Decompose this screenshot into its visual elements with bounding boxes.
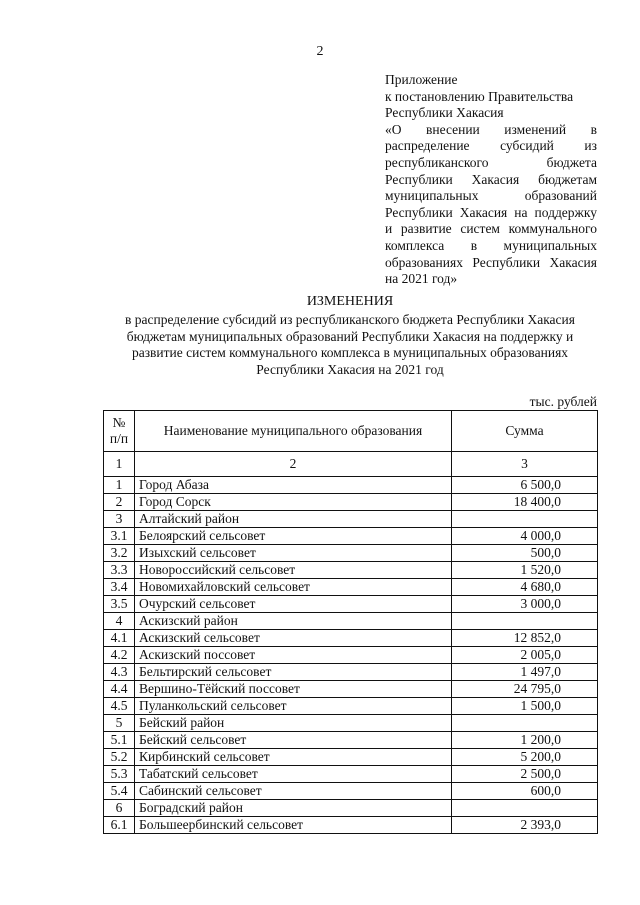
- subsidy-amount: 1 200,0: [452, 732, 598, 749]
- table-row: [104, 647, 598, 664]
- subsidy-amount: 5 200,0: [452, 749, 598, 766]
- subtitle-line: Республики Хакасия на 2021 год: [256, 361, 444, 377]
- appendix-line: комплекса в муниципальных: [385, 237, 597, 253]
- row-number: 1: [104, 477, 135, 494]
- header-sum: Сумма: [452, 411, 598, 452]
- subsidy-amount: 600,0: [452, 783, 598, 800]
- table-row: [104, 732, 598, 749]
- municipality-name: Алтайский район: [135, 511, 452, 528]
- municipality-name: Большеербинский сельсовет: [135, 817, 452, 834]
- row-number: 5: [104, 715, 135, 732]
- subtitle-line: в распределение субсидий из республиканского бюджета Республики Хакасия: [125, 312, 575, 327]
- subsidy-table: [103, 410, 598, 834]
- table-row: [104, 579, 598, 596]
- table-row: [104, 783, 598, 800]
- row-number: 4.3: [104, 664, 135, 681]
- table-row: [104, 613, 598, 630]
- municipality-name: Аскизский район: [135, 613, 452, 630]
- subsidy-amount: 1 497,0: [452, 664, 598, 681]
- municipality-name: Очурский сельсовет: [135, 596, 452, 613]
- municipality-name: Сабинский сельсовет: [135, 783, 452, 800]
- col-number: 2: [135, 452, 452, 477]
- row-number: 5.4: [104, 783, 135, 800]
- appendix-line: Республики Хакасия бюджетам: [385, 171, 597, 187]
- municipality-name: Пуланкольский сельсовет: [135, 698, 452, 715]
- municipality-name: Бейский район: [135, 715, 452, 732]
- column-numbers-row: [104, 452, 598, 477]
- subsidy-amount: 24 795,0: [452, 681, 598, 698]
- table-row: [104, 817, 598, 834]
- subsidy-amount: 2 393,0: [452, 817, 598, 834]
- table-row: [104, 749, 598, 766]
- subsidy-amount: 2 500,0: [452, 766, 598, 783]
- appendix-line: и развитие систем коммунального: [385, 221, 597, 237]
- subsidy-amount: 500,0: [452, 545, 598, 562]
- row-number: 4.5: [104, 698, 135, 715]
- municipality-name: Боградский район: [135, 800, 452, 817]
- subsidy-amount: 2 005,0: [452, 647, 598, 664]
- row-number: 5.3: [104, 766, 135, 783]
- municipality-name: Изыхский сельсовет: [135, 545, 452, 562]
- subsidy-amount: 4 680,0: [452, 579, 598, 596]
- appendix-line: Приложение: [385, 72, 458, 87]
- municipality-name: Аскизский сельсовет: [135, 630, 452, 647]
- header-name: Наименование муниципального образования: [135, 411, 452, 452]
- appendix-line: муниципальных образований: [385, 188, 597, 204]
- table-row: [104, 477, 598, 494]
- subsidy-amount: [452, 511, 598, 528]
- appendix-line: Республики Хакасия на поддержку: [385, 204, 597, 220]
- row-number: 3.5: [104, 596, 135, 613]
- row-number: 3.3: [104, 562, 135, 579]
- table-row: [104, 681, 598, 698]
- row-number: 3.1: [104, 528, 135, 545]
- appendix-line: распределение субсидий из: [385, 138, 597, 154]
- row-number: 4: [104, 613, 135, 630]
- unit-label: тыс. рублей: [529, 394, 597, 409]
- table-row: [104, 545, 598, 562]
- municipality-name: Аскизский поссовет: [135, 647, 452, 664]
- subsidy-amount: [452, 800, 598, 817]
- page-number: 2: [316, 44, 324, 59]
- subsidy-amount: 1 500,0: [452, 698, 598, 715]
- row-number: 3: [104, 511, 135, 528]
- table-row: [104, 800, 598, 817]
- row-number: 3.2: [104, 545, 135, 562]
- municipality-name: Город Сорск: [135, 494, 452, 511]
- subsidy-amount: 12 852,0: [452, 630, 598, 647]
- municipality-name: Кирбинский сельсовет: [135, 749, 452, 766]
- subsidy-amount: 4 000,0: [452, 528, 598, 545]
- col-number: 1: [104, 452, 135, 477]
- row-number: 4.1: [104, 630, 135, 647]
- municipality-name: Город Абаза: [135, 477, 452, 494]
- appendix-note: [385, 72, 597, 288]
- table-row: [104, 630, 598, 647]
- row-number: 5.2: [104, 749, 135, 766]
- col-number: 3: [452, 452, 598, 477]
- table-row: [104, 715, 598, 732]
- subsidy-amount: 1 520,0: [452, 562, 598, 579]
- municipality-name: Новороссийский сельсовет: [135, 562, 452, 579]
- subsidy-amount: [452, 715, 598, 732]
- subsidy-amount: 3 000,0: [452, 596, 598, 613]
- municipality-name: Новомихайловский сельсовет: [135, 579, 452, 596]
- appendix-line: республиканского бюджета: [385, 154, 597, 170]
- row-number: 4.2: [104, 647, 135, 664]
- header-number: № п/п: [104, 411, 135, 452]
- row-number: 4.4: [104, 681, 135, 698]
- table-row: [104, 698, 598, 715]
- table-row: [104, 494, 598, 511]
- row-number: 6: [104, 800, 135, 817]
- subsidy-amount: 6 500,0: [452, 477, 598, 494]
- table-header-row: [104, 411, 598, 452]
- subsidy-amount: [452, 613, 598, 630]
- table-row: [104, 596, 598, 613]
- appendix-line: к постановлению Правительства: [385, 88, 574, 104]
- municipality-name: Вершино-Тёйский поссовет: [135, 681, 452, 698]
- table-row: [104, 528, 598, 545]
- table-row: [104, 766, 598, 783]
- table-row: [104, 664, 598, 681]
- municipality-name: Белоярский сельсовет: [135, 528, 452, 545]
- table-row: [104, 511, 598, 528]
- subsidy-amount: 18 400,0: [452, 494, 598, 511]
- document-subtitle: [100, 312, 600, 378]
- municipality-name: Бельтирский сельсовет: [135, 664, 452, 681]
- municipality-name: Бейский сельсовет: [135, 732, 452, 749]
- appendix-line: Республики Хакасия: [385, 105, 504, 121]
- appendix-line: «О внесении изменений в: [385, 121, 597, 137]
- appendix-line: образованиях Республики Хакасия: [385, 254, 597, 270]
- subtitle-line: бюджетам муниципальных образований Республики Хакасия на поддержку и: [126, 328, 574, 344]
- row-number: 6.1: [104, 817, 135, 834]
- document-title: ИЗМЕНЕНИЯ: [306, 294, 394, 309]
- table-row: [104, 562, 598, 579]
- municipality-name: Табатский сельсовет: [135, 766, 452, 783]
- row-number: 5.1: [104, 732, 135, 749]
- appendix-line: на 2021 год»: [385, 271, 458, 287]
- row-number: 3.4: [104, 579, 135, 596]
- row-number: 2: [104, 494, 135, 511]
- subtitle-line: развитие систем коммунального комплекса в муниципальных образованиях: [131, 345, 569, 360]
